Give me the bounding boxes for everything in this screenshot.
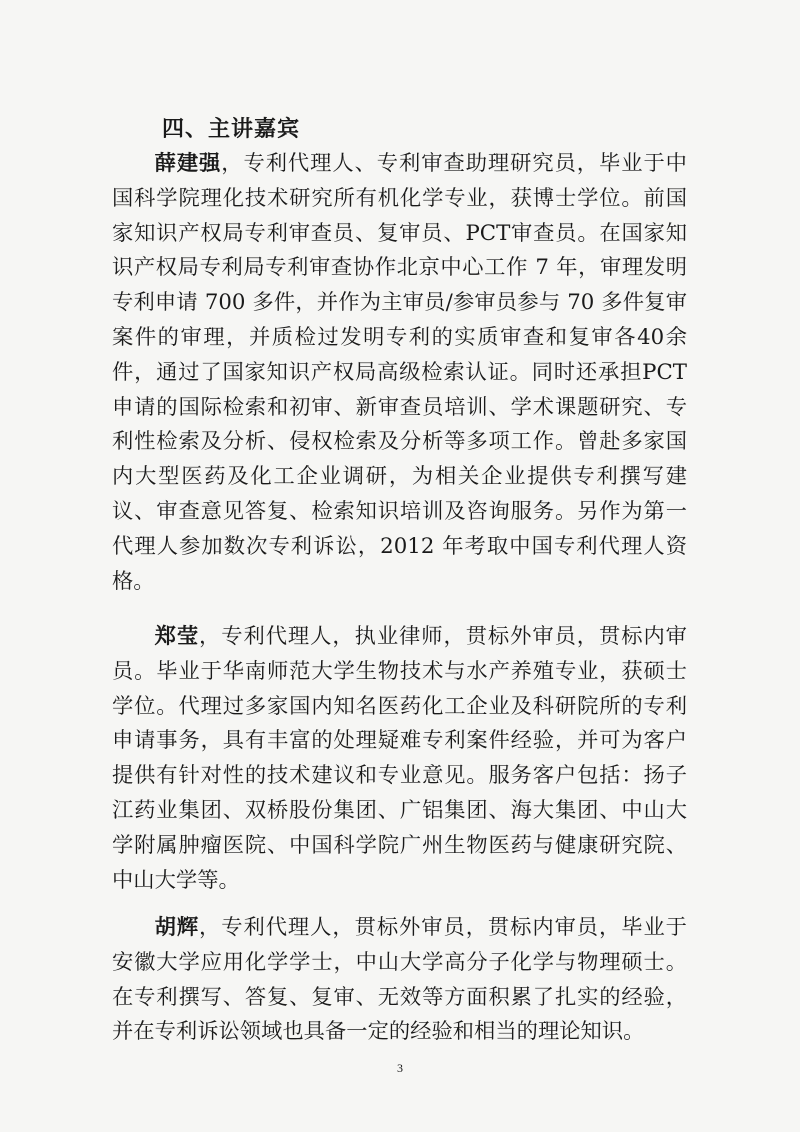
page-number: 3 <box>397 1061 403 1075</box>
speaker-bio: ，专利代理人，执业律师，贯标外审员，贯标内审员。毕业于华南师范大学生物技术与水产养殖专业，获硕士学位。代理过多家国内知名医药化工企业及科研院所的专利申请事务，具有丰富的处理疑难专利案件经验，并可为客户提供有针对性的技术建议和专业意见。服务客户包括：扬子江药业集团、双桥股份集团、广铝集团、海大集团、中山大学附属肿瘤医院、中国科学院广州生物医药与健康研究院、中山大学等。 <box>112 624 687 893</box>
speaker-bio-paragraph <box>112 147 687 599</box>
speaker-name: 薛建强 <box>154 151 222 176</box>
speaker-bio-paragraph <box>112 620 687 898</box>
speaker-bio-paragraph <box>112 911 687 1050</box>
speaker-name: 胡辉 <box>154 915 200 940</box>
speaker-name: 郑莹 <box>154 624 200 649</box>
section-heading: 四、主讲嘉宾 <box>162 116 301 142</box>
speaker-bio: ，专利代理人，贯标外审员，贯标内审员，毕业于安徽大学应用化学学士，中山大学高分子化学与物理硕士。在专利撰写、答复、复审、无效等方面积累了扎实的经验，并在专利诉讼领域也具备一定的经验和相当的理论知识。 <box>112 915 687 1045</box>
speaker-bio: ，专利代理人、专利审查助理研究员，毕业于中国科学院理化技术研究所有机化学专业，获博士学位。前国家知识产权局专利审查员、复审员、PCT审查员。在国家知识产权局专利局专利审查协作北京中心工作 7 年，审理发明专利申请 700 多件，并作为主审员/参审员参与 70 多件复审案件的审理，并质检过发明专利的实质审查和复审各40余件，通过了国家知识产权局高级检索认证。同时还承担PCT申请的国际检索和初审、新审查员培训、学术课题研究、专利性检索及分析、侵权检索及分析等多项工作。曾赴多家国内大型医药及化工企业调研，为相关企业提供专利撰写建议、审查意见答复、检索知识培训及咨询服务。另作为第一代理人参加数次专利诉讼，2012 年考取中国专利代理人资格。 <box>112 151 687 594</box>
